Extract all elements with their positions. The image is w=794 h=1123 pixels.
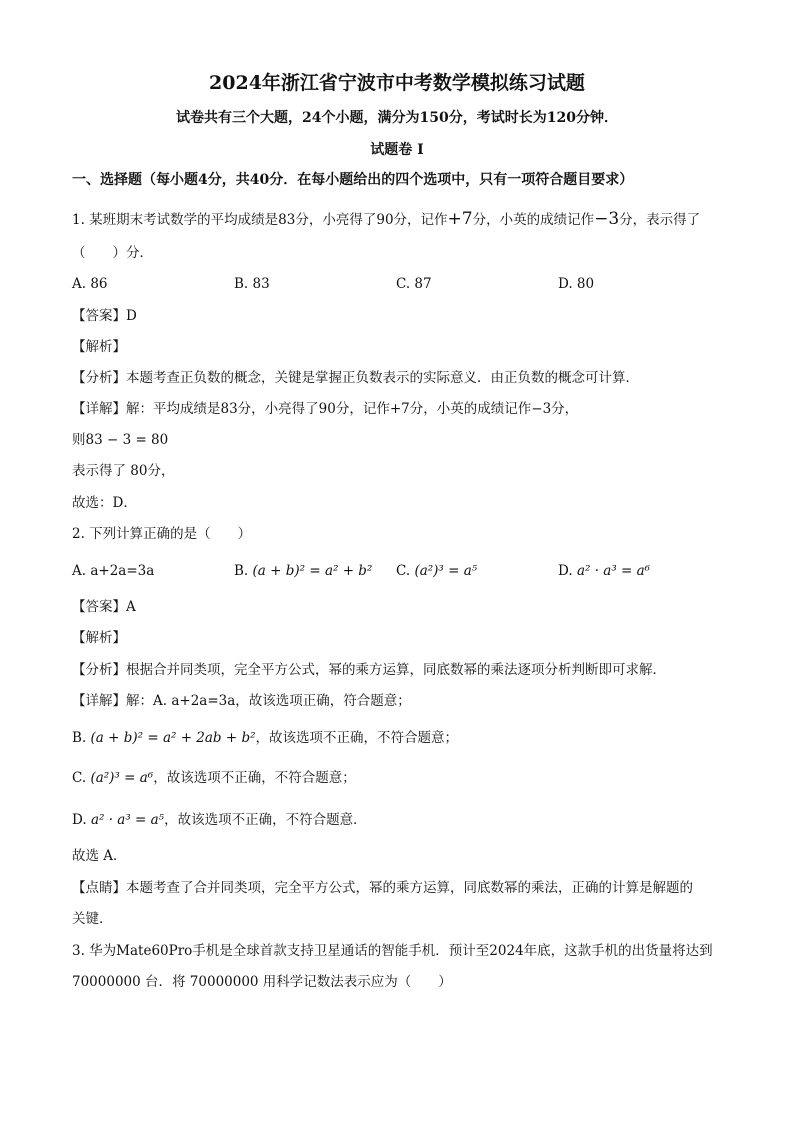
volume-heading: 试题卷 I <box>370 142 424 158</box>
q2-option-b <box>234 561 372 581</box>
line-c-text: ，故该选项不正确，不符合题意； <box>153 770 356 786</box>
q1-option-d: D. 80 <box>558 276 595 292</box>
line-d-text: ，故该选项不正确，不符合题意． <box>164 812 367 828</box>
answer-tag: 【答案】 <box>72 599 126 615</box>
q1-result: 表示得了 80分， <box>72 463 175 479</box>
q3-stem: 3. 华为Mate60Pro手机是全球首款支持卫星通话的智能手机．预计至2024年底，这款手机的出货量将达到 <box>72 943 713 959</box>
q2-answer <box>72 597 136 617</box>
q2-line-d <box>72 810 367 830</box>
q1-analysis-tag: 【解析】 <box>72 339 126 355</box>
q1-fenxi <box>72 368 639 388</box>
q1-stem-part-b: 分，小英的成绩记作 <box>472 212 595 228</box>
xiangjie-text: 解：平均成绩是83分，小亮得了90分，记作+7分，小英的成绩记作−3分， <box>126 401 579 417</box>
q1-minus3: −3 <box>594 209 620 229</box>
answer-tag: 【答案】 <box>72 308 126 324</box>
q1-stem-part-c: 分，表示得了 <box>619 212 701 228</box>
line-b-text: ，故该选项不正确，不符合题意； <box>255 730 459 746</box>
q2-analysis-tag: 【解析】 <box>72 630 126 646</box>
fenxi-tag: 【分析】 <box>72 662 126 678</box>
q2-option-c-expr: (a²)³ = a⁵ <box>414 563 478 579</box>
line-c-expr: (a²)³ = a⁶ <box>90 770 154 786</box>
q2-line-b <box>72 728 458 748</box>
q3-stem-line2: 70000000 台．将 70000000 用科学记数法表示应为（ ） <box>72 974 452 990</box>
exam-info: 试卷共有三个大题，24个小题，满分为150分，考试时长为120分钟． <box>176 110 618 126</box>
q1-option-a: A. 86 <box>72 276 108 292</box>
fenxi-text: 本题考查正负数的概念，关键是掌握正负数表示的实际意义．由正负数的概念可计算． <box>126 370 639 386</box>
q1-answer <box>72 306 137 326</box>
q2-line-c <box>72 768 356 788</box>
line-d-label: D. <box>72 812 87 828</box>
q2-dianjing-line2: 关键． <box>72 911 113 927</box>
q1-xiangjie <box>72 399 578 419</box>
q2-option-c-label: C. <box>396 563 411 579</box>
q2-option-d-expr: a² · a³ = a⁶ <box>576 563 651 579</box>
dianjing-tag: 【点睛】 <box>72 880 126 896</box>
xiangjie-tag: 【详解】 <box>72 693 126 709</box>
xiangjie-tag: 【详解】 <box>72 401 126 417</box>
q2-xiangjie <box>72 691 411 711</box>
line-b-expr: (a + b)² = a² + 2ab + b² <box>90 730 256 746</box>
q1-plus7: +7 <box>447 209 473 229</box>
line-d-expr: a² · a³ = a⁵ <box>90 812 165 828</box>
q2-stem: 2. 下列计算正确的是（ ） <box>72 526 252 542</box>
xiangjie-text: 解：A. a+2a=3a，故该选项正确，符合题意； <box>126 693 411 709</box>
q1-stem-part-a: 1. 某班期末考试数学的平均成绩是83分，小亮得了90分，记作 <box>72 212 448 228</box>
line-c-label: C. <box>72 770 87 786</box>
q2-dianjing <box>72 878 693 898</box>
fenxi-tag: 【分析】 <box>72 370 126 386</box>
q2-fenxi <box>72 660 666 680</box>
page-title: 2024年浙江省宁波市中考数学模拟练习试题 <box>209 72 585 94</box>
fenxi-text: 根据合并同类项，完全平方公式，幂的乘方运算，同底数幂的乘法逐项分析判断即可求解． <box>126 662 666 678</box>
q2-choose: 故选 A． <box>72 848 127 864</box>
q1-option-c: C. 87 <box>396 276 432 292</box>
q1-choose: 故选：D． <box>72 495 137 511</box>
section-heading: 一、选择题（每小题4分，共40分．在每小题给出的四个选项中，只有一项符合题目要求） <box>72 172 634 188</box>
q2-option-b-expr: (a + b)² = a² + b² <box>252 563 373 579</box>
q1-stem <box>72 209 700 230</box>
q1-calc: 则83 − 3 = 80 <box>72 432 169 448</box>
dianjing-text: 本题考查了合并同类项，完全平方公式，幂的乘方运算，同底数幂的乘法，正确的计算是解题的 <box>126 880 693 896</box>
answer-value: A <box>126 599 136 615</box>
line-b-label: B. <box>72 730 87 746</box>
q2-option-c <box>396 561 477 581</box>
q2-option-b-label: B. <box>234 563 249 579</box>
q1-option-b: B. 83 <box>234 276 270 292</box>
answer-value: D <box>126 308 137 324</box>
q2-option-d-label: D. <box>558 563 573 579</box>
q2-option-a: A. a+2a=3a <box>72 563 155 579</box>
q1-stem-line2: （ ）分． <box>72 245 153 261</box>
q2-option-d <box>558 561 650 581</box>
